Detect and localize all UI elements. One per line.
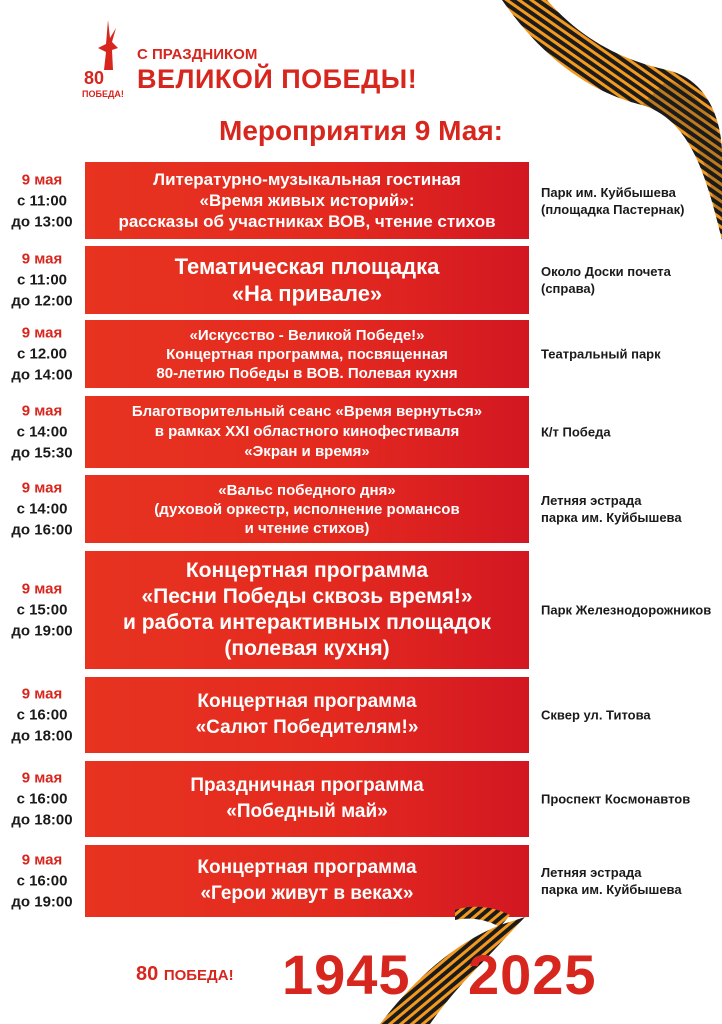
event-title-box (85, 677, 529, 753)
event-row (0, 162, 722, 239)
event-title: Концертная программа «Салют Победителям!» (195, 691, 419, 738)
event-date: 9 мая с 12.00 до 14:00 (11, 324, 73, 384)
event-row (0, 320, 722, 388)
footer-badge: 80 ПОБЕДА! (136, 963, 234, 985)
event-place: Проспект Космонавтов (541, 791, 691, 807)
event-title-box (85, 320, 529, 388)
event-title-box (85, 396, 529, 468)
event-place: Летняя эстрада парка им. Куйбышева (541, 865, 682, 897)
event-date: 9 мая с 16:00 до 19:00 (11, 851, 73, 911)
event-date: 9 мая с 16:00 до 18:00 (11, 685, 73, 745)
page-title: Мероприятия 9 Мая: (219, 115, 503, 146)
victory-80-logo (82, 18, 132, 100)
event-title-box (85, 246, 529, 314)
event-date: 9 мая с 11:00 до 13:00 (11, 171, 73, 230)
event-date: 9 мая с 14:00 до 15:30 (11, 402, 73, 462)
event-row (0, 246, 722, 314)
event-title-box (85, 475, 529, 543)
year-start: 1945 (282, 943, 411, 1006)
event-place: Парк им. Куйбышева (площадка Пастернак) (541, 184, 685, 217)
event-title: Литературно-музыкальная гостиная «Время живых историй»: рассказы об участниках ВОВ, чтение стихов (118, 170, 496, 231)
event-place: Около Доски почета (справа) (541, 264, 671, 296)
event-row (0, 396, 722, 468)
event-title: «Вальс победного дня» (духовой оркестр, исполнение романсов и чтение стихов) (154, 481, 460, 537)
event-date: 9 мая с 15:00 до 19:00 (11, 580, 73, 640)
event-title: Концертная программа «Герои живут в веках» (197, 857, 417, 904)
event-title: Тематическая площадка «На привале» (174, 254, 440, 306)
event-date: 9 мая с 11:00 до 12:00 (11, 250, 73, 310)
event-row (0, 761, 722, 837)
event-place: Парк Железнодорожников (541, 602, 712, 618)
event-title-box (85, 162, 529, 239)
greeting-line1: С ПРАЗДНИКОМ (137, 46, 258, 63)
event-title-box (85, 551, 529, 669)
event-row (0, 677, 722, 753)
event-title: Благотворительный сеанс «Время вернуться» в рамках XXI областного кинофестиваля «Экран и время» (131, 403, 483, 460)
event-title: «Искусство - Великой Победе!» Концертная программа, посвященная 80-летию Победы в ВОВ. Полевая кухня (156, 326, 458, 382)
event-place: К/т Победа (541, 424, 611, 440)
event-row (0, 551, 722, 669)
greeting-line2: ВЕЛИКОЙ ПОБЕДЫ! (137, 64, 418, 94)
svg-text:80: 80 (84, 68, 105, 88)
event-title-box (85, 761, 529, 837)
event-place: Летняя эстрада парка им. Куйбышева (541, 493, 682, 525)
svg-text:ПОБЕДА!: ПОБЕДА! (82, 89, 124, 99)
event-date: 9 мая с 14:00 до 16:00 (11, 479, 73, 539)
event-title: Праздничная программа «Победный май» (190, 775, 424, 822)
event-row (0, 475, 722, 543)
event-title: Концертная программа «Песни Победы сквозь время!» и работа интерактивных площадок (полевая кухня) (122, 559, 492, 660)
year-end: 2025 (468, 943, 597, 1006)
event-place: Сквер ул. Титова (541, 707, 651, 723)
event-date: 9 мая с 16:00 до 18:00 (11, 769, 73, 829)
event-place: Театральный парк (541, 346, 661, 362)
